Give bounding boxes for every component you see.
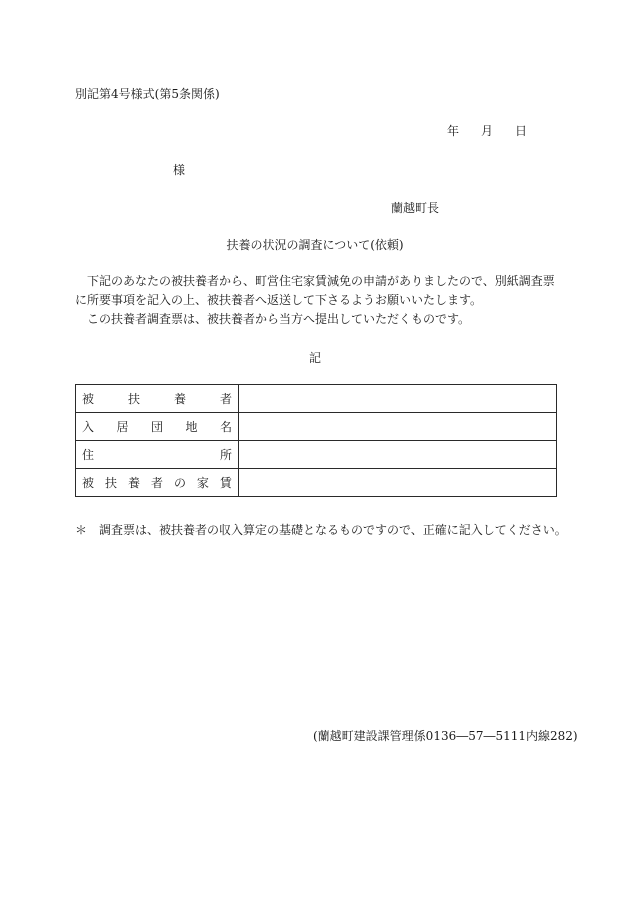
label-char: 入: [82, 420, 95, 434]
ki-heading: 記: [308, 351, 321, 365]
document-title: 扶養の状況の調査について(依頼): [226, 238, 404, 252]
contact-info: (蘭越町建設課管理係0136―57―5111内線282): [313, 729, 578, 743]
label-char: 家: [196, 476, 209, 490]
info-table: [75, 384, 557, 497]
row-value: [239, 413, 557, 441]
body-paragraph-2: この扶養者調査票は、被扶養者から当方へ提出していただくものです。: [87, 312, 471, 326]
note: [75, 521, 567, 538]
label-char: 団: [150, 420, 163, 434]
label-char: 居: [116, 420, 129, 434]
label-char: 所: [219, 448, 232, 462]
date-day: 日: [515, 124, 528, 138]
note-mark: ＊: [75, 523, 88, 537]
label-char: 名: [219, 420, 232, 434]
row-value: [239, 469, 557, 497]
row-label-text: [82, 474, 232, 491]
date-year: 年: [447, 124, 460, 138]
row-value: [239, 385, 557, 413]
row-label-text: [82, 390, 232, 407]
row-value: [239, 441, 557, 469]
table-row: [76, 441, 557, 469]
label-char: 賃: [219, 476, 232, 490]
row-label: [76, 385, 239, 413]
date-month: 月: [481, 124, 494, 138]
row-label-text: [82, 418, 232, 435]
table-row: [76, 385, 557, 413]
label-char: 住: [82, 448, 95, 462]
row-label: [76, 441, 239, 469]
label-char: 養: [127, 476, 140, 490]
label-char: 養: [173, 392, 186, 406]
label-char: 者: [150, 476, 163, 490]
table-row: [76, 469, 557, 497]
label-char: の: [173, 476, 186, 490]
note-text: 調査票は、被扶養者の収入算定の基礎となるものですので、正確に記入してください。: [99, 523, 567, 537]
body-paragraph-1-cont: に所要事項を記入の上、被扶養者へ返送して下さるようお願いいたします。: [75, 293, 483, 307]
form-number: 別記第4号様式(第5条関係): [75, 87, 220, 101]
label-char: 地: [185, 420, 198, 434]
table-row: [76, 413, 557, 441]
label-char: 被: [82, 392, 95, 406]
label-char: 者: [219, 392, 232, 406]
row-label-text: [82, 446, 232, 463]
addressee-suffix: 様: [173, 163, 186, 177]
body-paragraph-1: 下記のあなたの被扶養者から、町営住宅家賃減免の申請がありましたので、別紙調査票: [87, 274, 555, 288]
body-text: [75, 272, 560, 329]
label-char: 扶: [127, 392, 140, 406]
row-label: [76, 413, 239, 441]
row-label: [76, 469, 239, 497]
label-char: 扶: [104, 476, 117, 490]
sender-name: 蘭越町長: [391, 201, 440, 215]
date-line: [447, 122, 527, 139]
label-char: 被: [82, 476, 95, 490]
